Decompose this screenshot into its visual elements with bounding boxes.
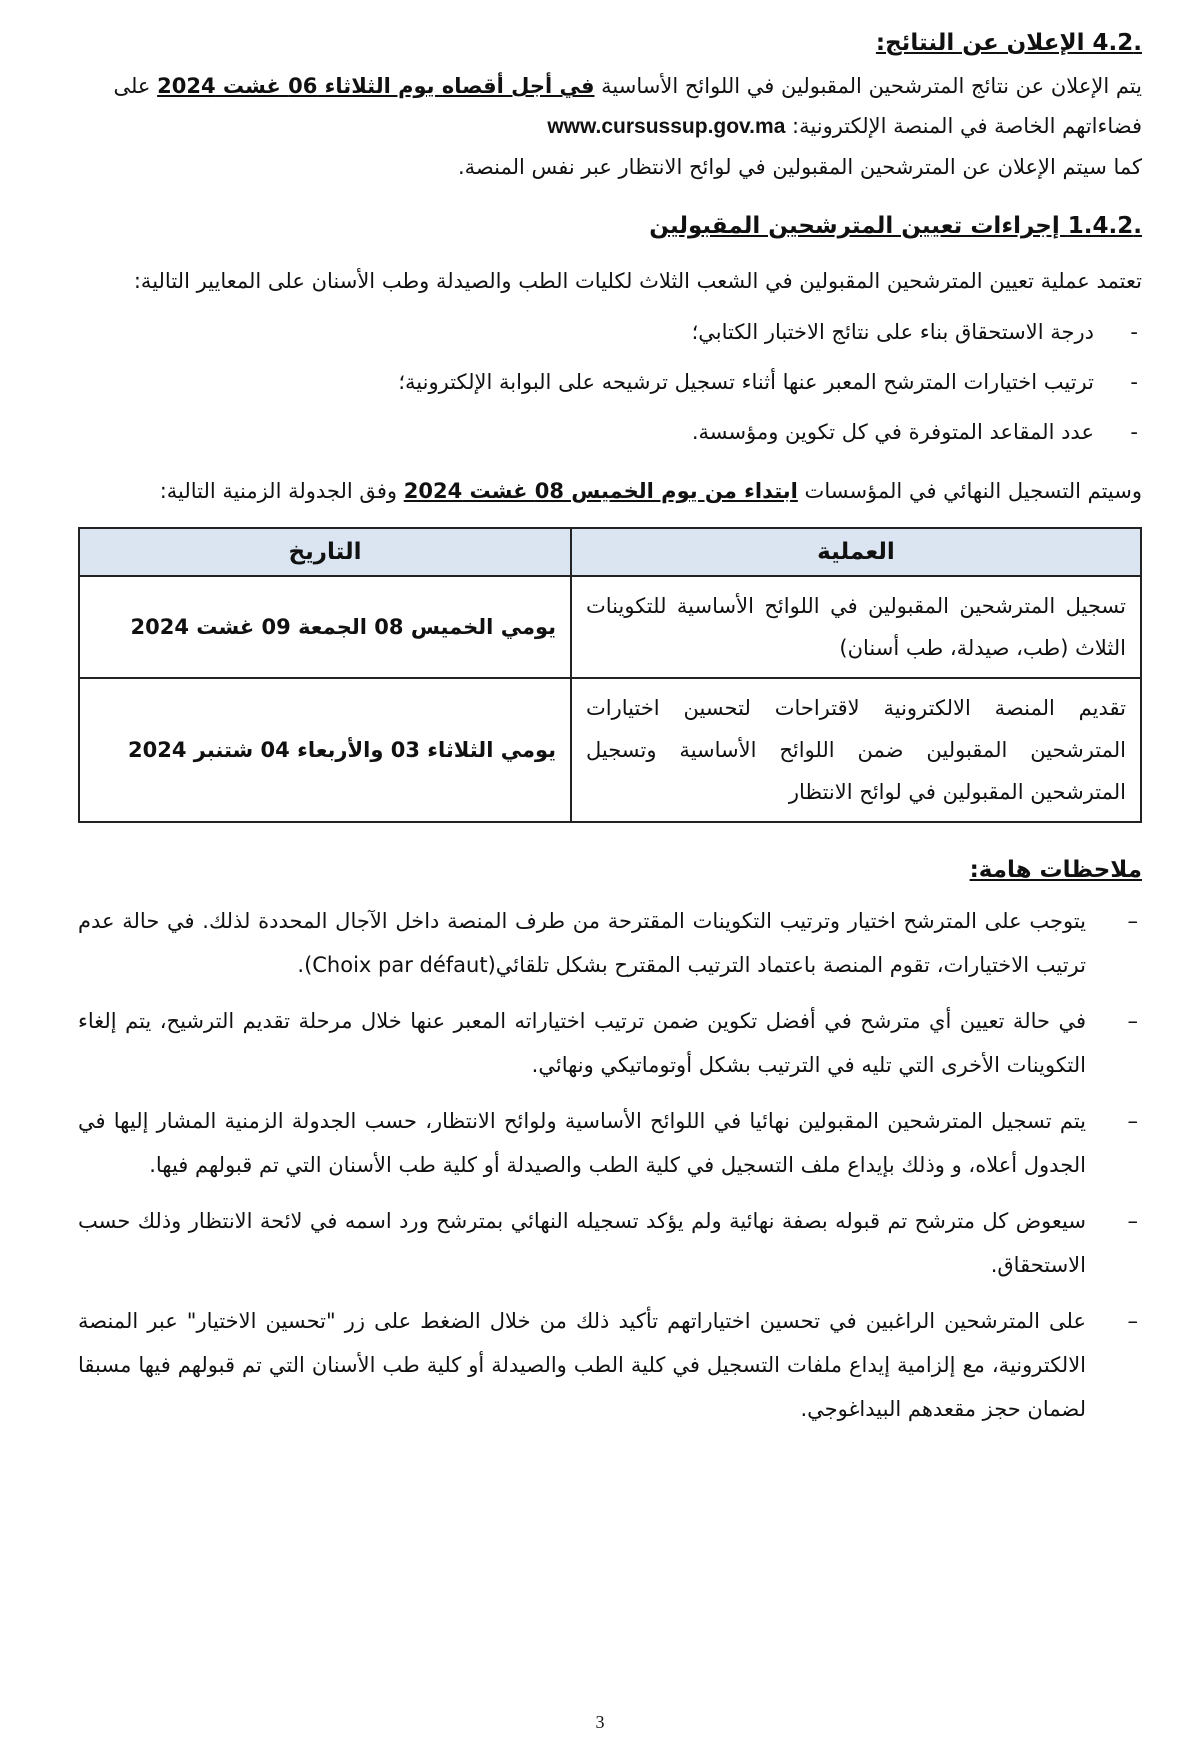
- dash-bullet: –: [1127, 1109, 1138, 1133]
- list-item: [78, 1199, 1142, 1287]
- dash-bullet: –: [1127, 1309, 1138, 1333]
- criteria-list: [78, 307, 1142, 457]
- schedule-table: [78, 527, 1142, 823]
- list-item: [78, 407, 1142, 457]
- note-text: على المترشحين الراغبين في تحسين اختياراتهم تأكيد ذلك من خلال الضغط على زر "تحسين الاختيار" عبر المنصة الالكترونية، مع إلزامية إيداع ملفات التسجيل في كلية الطب والصيدلة أو كلية طب الأسنان التي تم قبولهم فيها مسبقا لضمان حجز مقعدهم البيداغوجي.: [78, 1309, 1086, 1421]
- note-text: يتوجب على المترشح اختيار وترتيب التكوينات المقترحة من طرف المنصة داخل الآجال المحددة لذلك. في حالة عدم ترتيب الاختيارات، تقوم المنصة باعتماد الترتيب المقترح بشكل تلقائي(Choix par défaut).: [78, 909, 1086, 977]
- operation-cell: تقديم المنصة الالكترونية لاقتراحات لتحسين اختيارات المترشحين المقبولين ضمن اللوائح الأساسية وتسجيل المترشحين المقبولين في لوائح الانتظار: [571, 678, 1141, 822]
- page-number: 3: [595, 1712, 605, 1732]
- note-text: سيعوض كل مترشح تم قبوله بصفة نهائية ولم يؤكد تسجيله النهائي بمترشح ورد اسمه في لائحة الانتظار وذلك حسب الاستحقاق.: [78, 1209, 1086, 1277]
- operation-cell: تسجيل المترشحين المقبولين في اللوائح الأساسية للتكوينات الثلاث (طب، صيدلة، طب أسنان): [571, 576, 1141, 678]
- results-paragraph: [78, 66, 1142, 147]
- document-page: [78, 26, 1142, 1443]
- dash-bullet: -: [1130, 420, 1138, 444]
- waitlist-paragraph: كما سيتم الإعلان عن المترشحين المقبولين في لوائح الانتظار عبر نفس المنصة.: [457, 155, 1142, 179]
- column-header-operation: العملية: [571, 528, 1141, 576]
- column-header-date: التاريخ: [79, 528, 571, 576]
- list-item: [78, 1299, 1142, 1431]
- list-item: [78, 899, 1142, 987]
- date-cell: يومي الخميس 08 الجمعة 09 غشت 2024: [79, 576, 571, 678]
- results-deadline: في أجل أقصاه يوم الثلاثاء 06 غشت 2024: [157, 74, 595, 98]
- registration-text-c: وفق الجدولة الزمنية التالية:: [159, 479, 404, 503]
- table-row: [79, 678, 1141, 822]
- notes-title: ملاحظات هامة:: [969, 857, 1142, 883]
- list-item: [78, 307, 1142, 357]
- list-item: [78, 1099, 1142, 1187]
- date-cell: يومي الثلاثاء 03 والأربعاء 04 شتنبر 2024: [79, 678, 571, 822]
- assignment-intro: تعتمد عملية تعيين المترشحين المقبولين في الشعب الثلاث لكليات الطب والصيدلة وطب الأسنان على المعايير التالية:: [133, 269, 1142, 293]
- dash-bullet: –: [1127, 1009, 1138, 1033]
- registration-paragraph: [78, 471, 1142, 511]
- dash-bullet: –: [1127, 909, 1138, 933]
- results-text-a: يتم الإعلان عن نتائج المترشحين المقبولين في اللوائح الأساسية: [594, 74, 1142, 98]
- section-title-results: .4.2 الإعلان عن النتائج:: [875, 30, 1142, 56]
- note-text: في حالة تعيين أي مترشح في أفضل تكوين ضمن ترتيب اختياراته المعبر عنها خلال مرحلة تقديم الترشيح، يتم إلغاء التكوينات الأخرى التي تليه في الترتيب بشكل أوتوماتيكي ونهائي.: [78, 1009, 1086, 1077]
- notes-list: [78, 899, 1142, 1431]
- note-text: يتم تسجيل المترشحين المقبولين نهائيا في اللوائح الأساسية ولوائح الانتظار، حسب الجدولة الزمنية المشار إليها في الجدول أعلاه، و وذلك بإيداع ملف التسجيل في كلية الطب والصيدلة أو كلية طب الأسنان التي تم قبولهم فيها.: [78, 1109, 1086, 1177]
- dash-bullet: –: [1127, 1209, 1138, 1233]
- dash-bullet: -: [1130, 320, 1138, 344]
- criterion-text: عدد المقاعد المتوفرة في كل تكوين ومؤسسة.: [691, 420, 1094, 444]
- criterion-text: ترتيب اختيارات المترشح المعبر عنها أثناء تسجيل ترشيحه على البوابة الإلكترونية؛: [398, 370, 1094, 394]
- table-row: [79, 576, 1141, 678]
- registration-start-date: ابتداء من يوم الخميس 08 غشت 2024: [403, 479, 798, 503]
- results-text-c: على فضاءاتهم الخاصة في المنصة الإلكترونية:: [113, 74, 1142, 138]
- dash-bullet: -: [1130, 370, 1138, 394]
- table-header-row: [79, 528, 1141, 576]
- registration-text-a: وسيتم التسجيل النهائي في المؤسسات: [797, 479, 1142, 503]
- list-item: [78, 357, 1142, 407]
- list-item: [78, 999, 1142, 1087]
- section-title-assignment: .1.4.2 إجراءات تعيين المترشحين المقبولين: [649, 213, 1142, 239]
- criterion-text: درجة الاستحقاق بناء على نتائج الاختبار الكتابي؛: [691, 320, 1094, 344]
- platform-url[interactable]: www.cursussup.gov.ma: [547, 115, 786, 138]
